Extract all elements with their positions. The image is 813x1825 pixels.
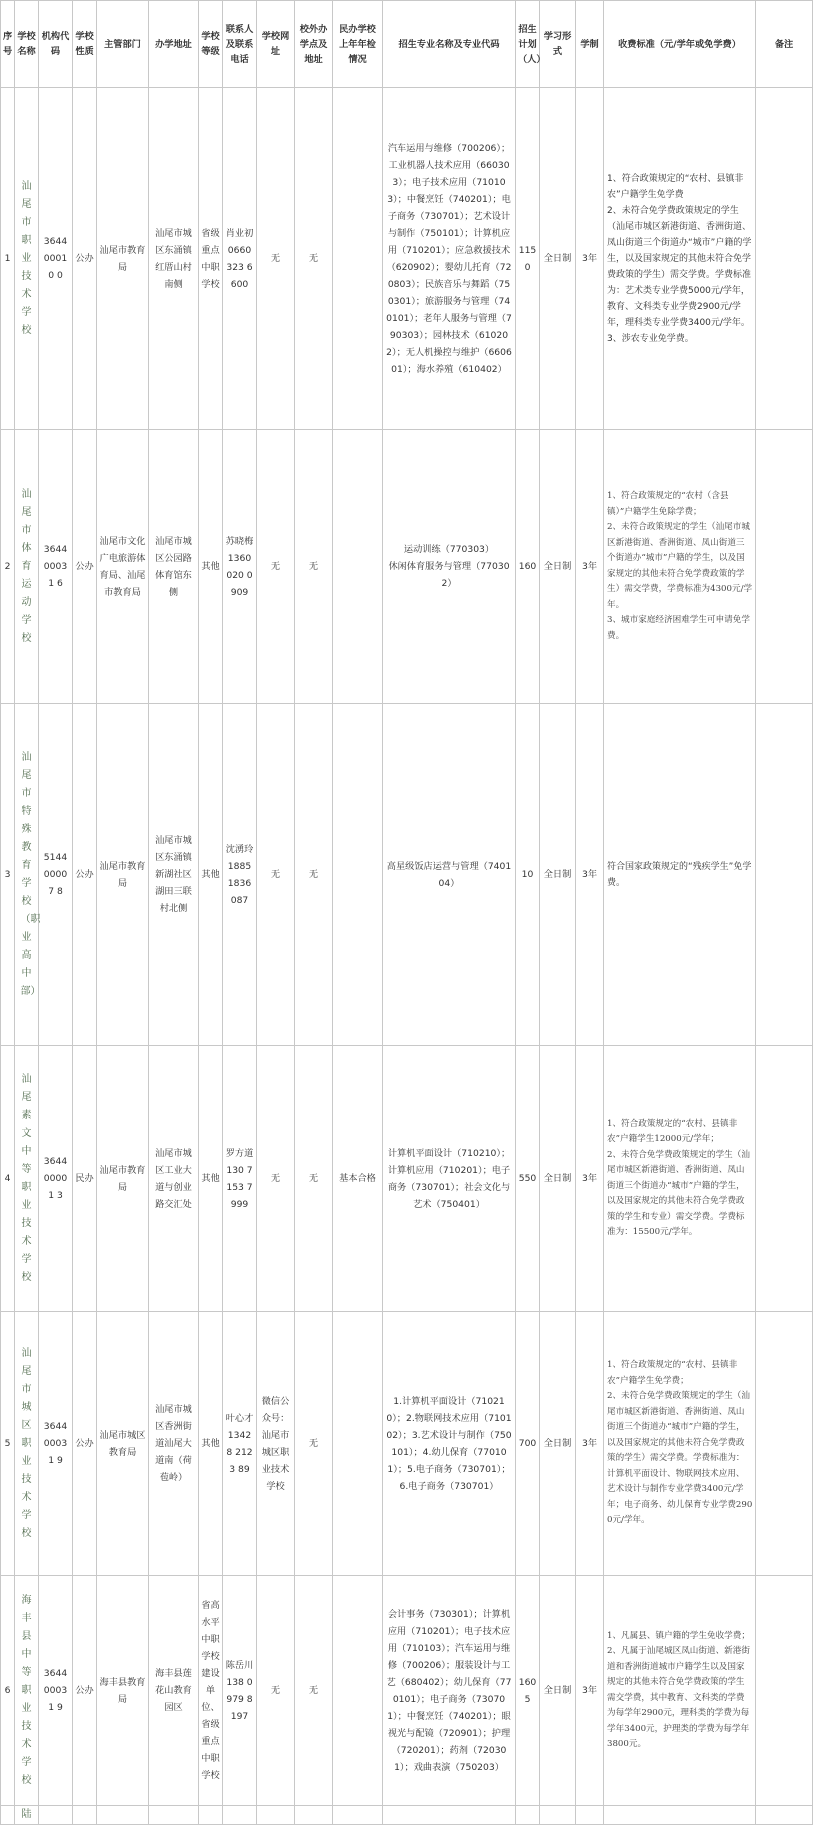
header-contact: 联系人及联系电话 [223,1,257,88]
table-header [1,1,813,88]
cell-school-type: 公办 [73,704,97,1046]
header-address: 办学地址 [149,1,199,88]
cell-form [540,1806,576,1825]
cell-fees: 1、凡属县、镇户籍的学生免收学费； 2、凡属于汕尾城区凤山街道、新港街道和香洲街道城市户籍学生以及国家规定的其他未符合免学费政策的学生需交学费，其中教育、文科类的学费为每学年2900元，理科类的学费为每学年3400元，护理类的学费为每学年3800元。 [604,1576,756,1806]
cell-inspection [333,430,383,704]
cell-org-code: 364400031 9 [39,1312,73,1576]
cell-address: 海丰县莲花山教育园区 [149,1576,199,1806]
cell-address: 汕尾市城区工业大道与创业路交汇处 [149,1046,199,1312]
cell-contact: 肖业初0660323 6600 [223,88,257,430]
cell-school-type: 公办 [73,1312,97,1576]
cell-website [257,1806,295,1825]
cell-remarks [756,88,813,430]
cell-branch: 无 [295,88,333,430]
table-row [1,430,813,704]
cell-seq: 4 [1,1046,15,1312]
cell-department: 汕尾市教育局 [97,704,149,1046]
cell-remarks [756,1046,813,1312]
cell-org-code [39,1806,73,1825]
school-name-text: 海丰县中等职业技术学校 [21,1594,32,1786]
cell-org-code: 364400010 0 [39,88,73,430]
cell-school-level: 其他 [199,1312,223,1576]
cell-duration: 3年 [576,430,604,704]
cell-website: 微信公众号：汕尾市城区职业技术学校 [257,1312,295,1576]
cell-school-level [199,1806,223,1825]
cell-school-level: 其他 [199,430,223,704]
header-inspection: 民办学校上年年检情况 [333,1,383,88]
cell-school-name [15,1576,39,1806]
cell-school-type: 民办 [73,1046,97,1312]
cell-form: 全日制 [540,88,576,430]
cell-inspection [333,1576,383,1806]
cell-website: 无 [257,88,295,430]
cell-majors: 汽车运用与维修（700206）；工业机器人技术应用（660303）；电子技术应用（710103）；中餐烹饪（740201）；电子商务（730701）；艺术设计与制作（750101）；计算机应用（710201）；应急救援技术（620902）；婴幼儿托育（720803）；民族音乐与舞蹈（750301）；旅游服务与管理（740101）；老年人服务与管理（790303）；园林技术（610202）；无人机操控与维护（660601）；海水养殖（610402） [383,88,516,430]
table-row [1,1576,813,1806]
cell-plan: 1150 [516,88,540,430]
cell-school-level: 其他 [199,1046,223,1312]
cell-majors [383,1806,516,1825]
cell-school-type: 公办 [73,1576,97,1806]
cell-fees: 1、符合政策规定的“农村（含县镇）”户籍学生免除学费； 2、未符合政策规定的学生（汕尾市城区新港街道、香洲街道、凤山街道三个街道办“城市”户籍的学生，以及国家规定的其他未符合免学费政策的学生）需交学费，学费标准为4300元/学年。 3、城市家庭经济困难学生可申请免学费。 [604,430,756,704]
header-duration: 学制 [576,1,604,88]
cell-majors: 计算机平面设计（710210）；计算机应用（710201）；电子商务（730701）；社会文化与艺术（750401） [383,1046,516,1312]
cell-school-name [15,1806,39,1825]
cell-department: 汕尾市教育局 [97,88,149,430]
cell-plan: 160 [516,430,540,704]
cell-address: 汕尾市城区东涌镇红厝山村南侧 [149,88,199,430]
cell-contact [223,1806,257,1825]
cell-department: 海丰县教育局 [97,1576,149,1806]
cell-branch [295,1806,333,1825]
cell-contact: 沈湧玲1885 1836087 [223,704,257,1046]
cell-form: 全日制 [540,1046,576,1312]
cell-inspection [333,1806,383,1825]
table-row [1,1312,813,1576]
cell-fees: 符合国家政策规定的“残疾学生”免学费。 [604,704,756,1046]
header-fees: 收费标准（元/学年或免学费） [604,1,756,88]
cell-fees: 1、符合政策规定的“农村、县镇非农”户籍学生免学费 2、未符合免学费政策规定的学生（汕尾市城区新港街道、香洲街道、凤山街道三个街道办“城市”户籍的学生，以及国家规定的其他未符合免学费政策的学生）需交学费。学费标准为：艺术类专业学费5000元/学年，教育、文科类专业学费2900元/学年，理科类专业学费3400元/学年。 3、涉农专业免学费。 [604,88,756,430]
cell-website: 无 [257,1576,295,1806]
cell-org-code: 514400007 8 [39,704,73,1046]
cell-form: 全日制 [540,430,576,704]
cell-website: 无 [257,1046,295,1312]
cell-majors: 高星级饭店运营与管理（740104） [383,704,516,1046]
cell-remarks [756,1576,813,1806]
cell-branch: 无 [295,1046,333,1312]
cell-form: 全日制 [540,1312,576,1576]
cell-school-type: 公办 [73,88,97,430]
cell-address: 汕尾市城区香洲街道汕尾大道南（荷苞岭） [149,1312,199,1576]
header-plan: 招生计划（人） [516,1,540,88]
cell-website: 无 [257,430,295,704]
cell-plan: 10 [516,704,540,1046]
school-name-text: 陆 [21,1809,32,1820]
cell-school-level: 省高水平中职学校建设单位、省级重点中职学校 [199,1576,223,1806]
school-name-text: 汕尾素文中等职业技术学校 [21,1073,32,1283]
cell-form: 全日制 [540,1576,576,1806]
cell-remarks [756,1806,813,1825]
cell-remarks [756,1312,813,1576]
cell-plan: 700 [516,1312,540,1576]
cell-duration: 3年 [576,704,604,1046]
cell-branch: 无 [295,1576,333,1806]
cell-school-name [15,704,39,1046]
cell-school-level: 其他 [199,704,223,1046]
header-school-level: 学校等级 [199,1,223,88]
cell-majors: 会计事务（730301）；计算机应用（710201）；电子技术应用（710103）；汽车运用与维修（700206）；服装设计与工艺（680402）；幼儿保育（770101）；电子商务（730701）；中餐烹饪（740201）；眼视光与配镜（720901）；护理（720201）；药剂（720301）；戏曲表演（750203） [383,1576,516,1806]
cell-school-name [15,1046,39,1312]
cell-school-type [73,1806,97,1825]
table-row [1,88,813,430]
cell-department [97,1806,149,1825]
cell-department: 汕尾市文化广电旅游体育局、汕尾市教育局 [97,430,149,704]
cell-remarks [756,430,813,704]
cell-plan [516,1806,540,1825]
cell-department: 汕尾市教育局 [97,1046,149,1312]
cell-fees: 1、符合政策规定的“农村、县镇非农”户籍学生免学费； 2、未符合免学费政策规定的学生（汕尾市城区新港街道、香洲街道、凤山街道三个街道办“城市”户籍的学生，以及国家规定的其他未符合免学费政策的学生）需交学费。学费标准为：计算机平面设计、物联网技术应用、艺术设计与制作专业学费3400元/学年；电子商务、幼儿保育专业学费2900元/学年。 [604,1312,756,1576]
cell-branch: 无 [295,704,333,1046]
cell-inspection [333,88,383,430]
cell-duration: 3年 [576,1046,604,1312]
cell-contact: 陈岳川138 0979 8197 [223,1576,257,1806]
cell-duration: 3年 [576,1576,604,1806]
header-school-type: 学校性质 [73,1,97,88]
cell-seq [1,1806,15,1825]
table-body [1,88,813,1825]
cell-school-name [15,430,39,704]
cell-majors: 1.计算机平面设计（710210）；2.物联网技术应用（710102）；3.艺术设计与制作（750101）；4.幼儿保育（770101）；5.电子商务（730701）；6.电子商务（730701） [383,1312,516,1576]
cell-inspection [333,1312,383,1576]
cell-address [149,1806,199,1825]
cell-org-code: 364400031 6 [39,430,73,704]
cell-remarks [756,704,813,1046]
cell-majors: 运动训练（770303） 休闲体育服务与管理（770302） [383,430,516,704]
school-name-text: 汕尾市职业技术学校 [21,180,32,336]
header-form: 学习形式 [540,1,576,88]
header-department: 主管部门 [97,1,149,88]
cell-form: 全日制 [540,704,576,1046]
cell-branch: 无 [295,430,333,704]
header-majors: 招生专业名称及专业代码 [383,1,516,88]
cell-inspection [333,704,383,1046]
cell-contact: 罗方道130 7153 7999 [223,1046,257,1312]
cell-school-name [15,88,39,430]
cell-address: 汕尾市城区东涌镇新湖社区湖田三联村北侧 [149,704,199,1046]
cell-seq: 2 [1,430,15,704]
cell-seq: 3 [1,704,15,1046]
cell-department: 汕尾市城区教育局 [97,1312,149,1576]
cell-plan: 1605 [516,1576,540,1806]
cell-duration: 3年 [576,88,604,430]
cell-duration [576,1806,604,1825]
header-seq: 序号 [1,1,15,88]
header-school-name: 学校名称 [15,1,39,88]
cell-inspection: 基本合格 [333,1046,383,1312]
header-branch: 校外办学点及地址 [295,1,333,88]
school-name-text: 汕尾市特殊教育学校（职业高中部） [20,751,41,997]
cell-plan: 550 [516,1046,540,1312]
cell-seq: 6 [1,1576,15,1806]
cell-school-name [15,1312,39,1576]
cell-school-type: 公办 [73,430,97,704]
cell-org-code: 364400031 9 [39,1576,73,1806]
cell-fees: 1、符合政策规定的“农村、县镇非农”户籍学生12000元/学年； 2、未符合免学费政策规定的学生（汕尾市城区新港街道、香洲街道、凤山街道三个街道办“城市”户籍的学生，以及国家规定的其他未符合免学费政策的学生和专业）需交学费。学费标准为：15500元/学年。 [604,1046,756,1312]
cell-website: 无 [257,704,295,1046]
header-remarks: 备注 [756,1,813,88]
table-row [1,704,813,1046]
cell-fees [604,1806,756,1825]
table-row [1,1806,813,1825]
cell-seq: 1 [1,88,15,430]
header-website: 学校网址 [257,1,295,88]
cell-address: 汕尾市城区公园路体育馆东侧 [149,430,199,704]
cell-org-code: 364400001 3 [39,1046,73,1312]
school-name-text: 汕尾市城区职业技术学校 [21,1347,32,1539]
header-org-code: 机构代码 [39,1,73,88]
cell-contact: 叶心才 13428 2123 89 [223,1312,257,1576]
cell-duration: 3年 [576,1312,604,1576]
school-name-text: 汕尾市体育运动学校 [21,488,32,644]
cell-seq: 5 [1,1312,15,1576]
cell-school-level: 省级重点中职学校 [199,88,223,430]
cell-contact: 苏晓梅1360020 0909 [223,430,257,704]
table-row [1,1046,813,1312]
cell-branch: 无 [295,1312,333,1576]
